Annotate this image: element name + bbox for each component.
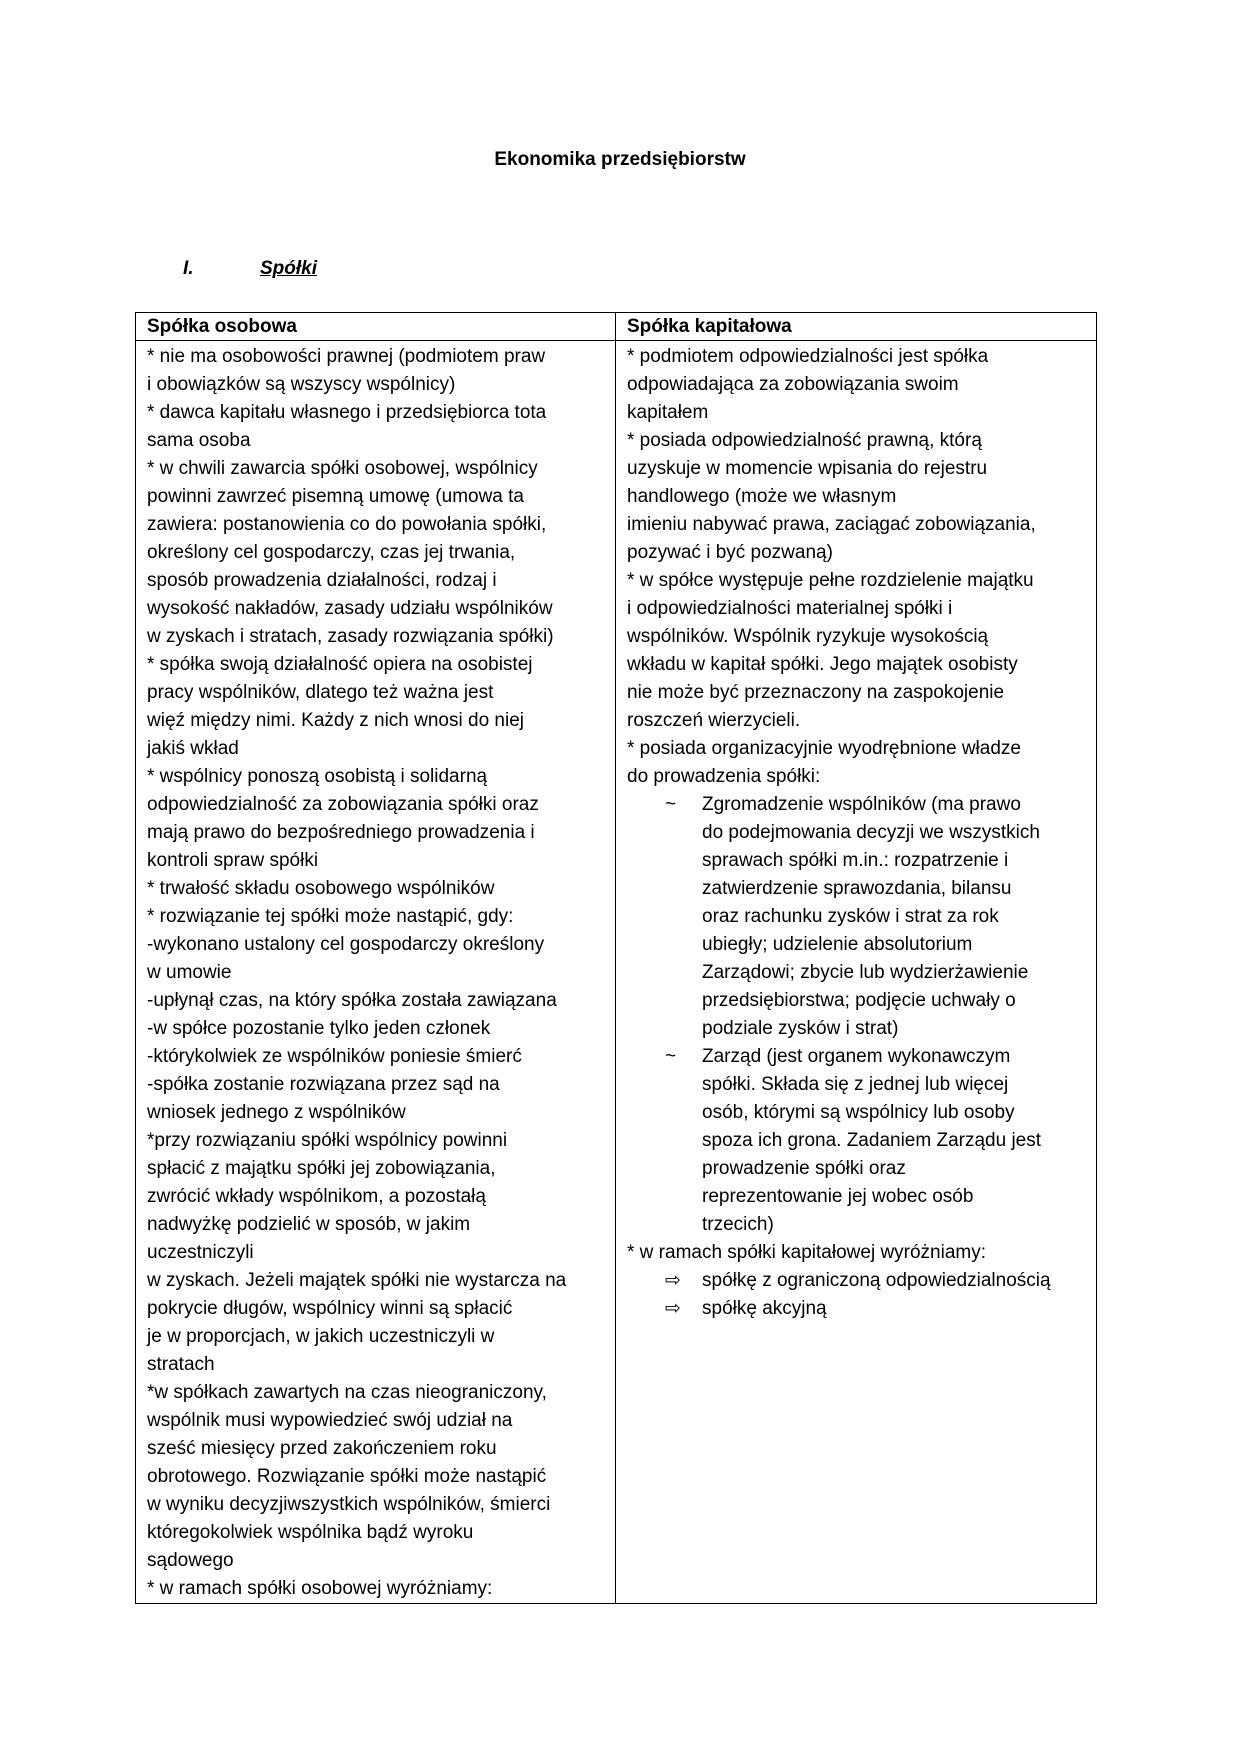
text-line: wkładu w kapitał spółki. Jego majątek osobisty [627,654,1018,675]
text-line: spoza ich grona. Zadaniem Zarządu jest [702,1130,1042,1151]
text-line: i odpowiedzialności materialnej spółki i [627,598,953,619]
text-line: do podejmowania decyzji we wszystkich [702,822,1040,843]
capital-company-text [627,343,1085,791]
text-line: sama osoba [147,430,251,451]
text-line: któregokolwiek wspólnika bądź wyroku [147,1522,474,1543]
text-line: -wykonano ustalony cel gospodarczy określony [147,934,545,955]
text-line: * dawca kapitału własnego i przedsiębiorca tota [147,402,547,423]
text-line: wspólnik musi wypowiedzieć swój udział na [147,1410,513,1431]
text-line: * trwałość składu osobowego wspólników [147,878,495,899]
text-line: pozywać i być pozwaną) [627,542,833,563]
list-item-label: spółkę akcyjną [702,1298,827,1319]
section-heading [183,258,317,280]
text-line: spłacić z majątku spółki jej zobowiązania, [147,1158,496,1179]
list-item [627,1267,1085,1295]
text-line: reprezentowanie jej wobec osób [702,1186,974,1207]
governing-bodies-list [627,791,1085,1239]
text-line: kontroli spraw spółki [147,850,319,871]
capital-types-list [627,1267,1085,1323]
text-line: do prowadzenia spółki: [627,766,821,787]
text-line: * posiada organizacyjnie wyodrębnione władze [627,738,1021,759]
text-line: -którykolwiek ze wspólników poniesie śmierć [147,1046,522,1067]
text-line: osób, którymi są wspólnicy lub osoby [702,1102,1015,1123]
arrow-bullet-icon: ⇨ [665,1298,681,1319]
text-line: Zarząd (jest organem wykonawczym [702,1046,1011,1067]
tilde-bullet-icon: ~ [665,794,677,815]
text-line: * w chwili zawarcia spółki osobowej, wspólnicy [147,458,538,479]
text-line: * wspólnicy ponoszą osobistą i solidarną [147,766,488,787]
text-line: uczestniczyli [147,1242,254,1263]
text-line: powinni zawrzeć pisemną umowę (umowa ta [147,486,524,507]
text-line: odpowiedzialność za zobowiązania spółki oraz [147,794,539,815]
text-line: prowadzenie spółki oraz [702,1158,906,1179]
text-line: jakiś wkład [147,738,239,759]
list-item [627,1295,1085,1323]
text-line: imieniu nabywać prawa, zaciągać zobowiązania, [627,514,1036,535]
text-line: spółki. Składa się z jednej lub więcej [702,1074,1009,1095]
text-line: przedsiębiorstwa; podjęcie uchwały o [702,990,1016,1011]
text-line: w zyskach. Jeżeli majątek spółki nie wystarcza na [147,1270,567,1291]
text-line: stratach [147,1354,215,1375]
text-line: * nie ma osobowości prawnej (podmiotem praw [147,346,546,367]
partnership-text [147,343,604,1603]
text-line: i obowiązków są wszyscy wspólnicy) [147,374,456,395]
table-header-row [136,313,1097,341]
text-line: trzecich) [702,1214,774,1235]
arrow-bullet-icon: ⇨ [665,1270,681,1291]
text-line: * spółka swoją działalność opiera na osobistej [147,654,533,675]
text-line: sposób prowadzenia działalności, rodzaj i [147,570,497,591]
text-line: podziale zysków i strat) [702,1018,899,1039]
list-item [627,1043,1085,1239]
text-line: wspólników. Wspólnik ryzykuje wysokością [627,626,989,647]
text-line: określony cel gospodarczy, czas jej trwania, [147,542,516,563]
text-line: je w proporcjach, w jakich uczestniczyli w [147,1326,495,1347]
text-line: * w ramach spółki osobowej wyróżniamy: [147,1578,493,1599]
text-line: zatwierdzenie sprawozdania, bilansu [702,878,1012,899]
text-line: nie może być przeznaczony na zaspokojenie [627,682,1005,703]
capital-types-intro: * w ramach spółki kapitałowej wyróżniamy: [627,1242,987,1263]
text-line: * podmiotem odpowiedzialności jest spółka [627,346,989,367]
tilde-bullet-icon: ~ [665,1046,677,1067]
text-line: Zgromadzenie wspólników (ma prawo [702,794,1021,815]
header-partnership: Spółka osobowa [136,313,616,341]
text-line: pracy wspólników, dlatego też ważna jest [147,682,494,703]
text-line: * posiada odpowiedzialność prawną, którą [627,430,982,451]
text-line: wysokość nakładów, zasady udziału wspólników [147,598,553,619]
text-line: w umowie [147,962,232,983]
text-line: roszczeń wierzycieli. [627,710,801,731]
table-row [136,341,1097,1604]
text-line: -spółka zostanie rozwiązana przez sąd na [147,1074,500,1095]
text-line: handlowego (może we własnym [627,486,897,507]
text-line: -w spółce pozostanie tylko jeden członek [147,1018,491,1039]
text-line: w zyskach i stratach, zasady rozwiązania spółki) [147,626,554,647]
text-line: * rozwiązanie tej spółki może nastąpić, gdy: [147,906,514,927]
capital-company-cell [616,341,1097,1604]
text-line: sądowego [147,1550,234,1571]
text-line: sześć miesięcy przed zakończeniem roku [147,1438,497,1459]
text-line: *w spółkach zawartych na czas nieograniczony, [147,1382,547,1403]
text-line: nadwyżkę podzielić w sposób, w jakim [147,1214,471,1235]
text-line: więź między nimi. Każdy z nich wnosi do niej [147,710,524,731]
text-line: Zarządowi; zbycie lub wydzierżawienie [702,962,1029,983]
text-line: oraz rachunku zysków i strat za rok [702,906,999,927]
section-number: I. [183,258,194,279]
document-title: Ekonomika przedsiębiorstw [494,149,746,170]
text-line: wniosek jednego z wspólników [147,1102,406,1123]
text-line: w wyniku decyzjiwszystkich wspólników, śmierci [147,1494,551,1515]
comparison-table [135,312,1097,1604]
text-line: uzyskuje w momencie wpisania do rejestru [627,458,988,479]
section-title: Spółki [260,258,318,279]
text-line: zwrócić wkłady wspólnikom, a pozostałą [147,1186,486,1207]
text-line: zawiera: postanowienia co do powołania spółki, [147,514,547,535]
text-line: * w spółce występuje pełne rozdzielenie majątku [627,570,1034,591]
header-capital-company: Spółka kapitałowa [616,313,1097,341]
partnership-cell [136,341,616,1604]
text-line: obrotowego. Rozwiązanie spółki może nastąpić [147,1466,547,1487]
text-line: odpowiadająca za zobowiązania swoim [627,374,959,395]
text-line: *przy rozwiązaniu spółki wspólnicy powinni [147,1130,508,1151]
list-item-label: spółkę z ograniczoną odpowiedzialnością [702,1270,1051,1291]
text-line: ubiegły; udzielenie absolutorium [702,934,973,955]
text-line: mają prawo do bezpośredniego prowadzenia i [147,822,535,843]
text-line: -upłynął czas, na który spółka została zawiązana [147,990,557,1011]
text-line: kapitałem [627,402,709,423]
list-item [627,791,1085,1043]
text-line: pokrycie długów, wspólnicy winni są spłacić [147,1298,513,1319]
text-line: sprawach spółki m.in.: rozpatrzenie i [702,850,1009,871]
